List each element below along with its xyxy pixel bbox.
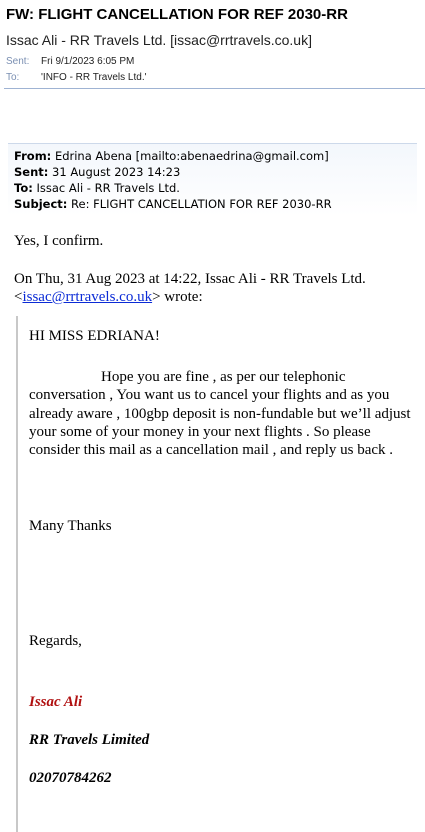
email-subject: FW: FLIGHT CANCELLATION FOR REF 2030-RR [6,6,348,23]
sent-value: Fri 9/1/2023 6:05 PM [41,56,135,67]
email-sender[interactable]: Issac Ali - RR Travels Ltd. [issac@rrtravels.co.uk] [6,32,312,48]
quoted-thanks: Many Thanks [29,518,112,534]
sender-email-link[interactable]: issac@rrtravels.co.uk [22,289,153,305]
quoted-body [29,368,419,459]
quote-bar [16,316,18,832]
forwarded-from-row [14,149,329,163]
forwarded-subject-row [14,197,332,211]
forwarded-subject-label: Subject: [14,197,68,211]
forwarded-to-value: Issac Ali - RR Travels Ltd. [36,181,180,195]
quote-intro-open: < [14,289,23,305]
signature-name: Issac Ali [29,694,83,710]
quote-intro-email-line [14,289,203,306]
reply-text: Yes, I confirm. [14,233,104,249]
forwarded-from-value: Edrina Abena [mailto:abenaedrina@gmail.com] [54,149,329,163]
forwarded-to-label: To: [14,181,33,195]
forwarded-sent-row [14,165,180,179]
sent-label: Sent: [6,56,30,67]
signature-company: RR Travels Limited [29,732,150,748]
to-label: To: [6,72,20,83]
forwarded-from-label: From: [14,149,52,163]
quoted-greeting: HI MISS EDRIANA! [29,328,160,344]
signature-phone: 02070784262 [29,770,112,786]
forwarded-to-row [14,181,180,195]
forwarded-sent-label: Sent: [14,165,49,179]
quoted-body-text: Hope you are fine , as per our telephonic conversation , You want us to cancel your flights and as you already aware , 100gbp deposit is non-fundable but we’ll adjust your some of your money in your next flights . So please consider this mail as a cancellation mail , and reply us back . [29,369,411,459]
quoted-regards: Regards, [29,633,82,649]
forwarded-subject-value: Re: FLIGHT CANCELLATION FOR REF 2030-RR [71,197,332,211]
quote-intro-line: On Thu, 31 Aug 2023 at 14:22, Issac Ali - RR Travels Ltd. [14,271,366,287]
forwarded-sent-value: 31 August 2023 14:23 [52,165,181,179]
sent-row [6,56,134,67]
quote-intro-close: > wrote: [152,289,203,305]
header-divider [4,88,425,89]
to-value[interactable]: 'INFO - RR Travels Ltd.' [41,72,147,83]
to-row [6,72,147,83]
